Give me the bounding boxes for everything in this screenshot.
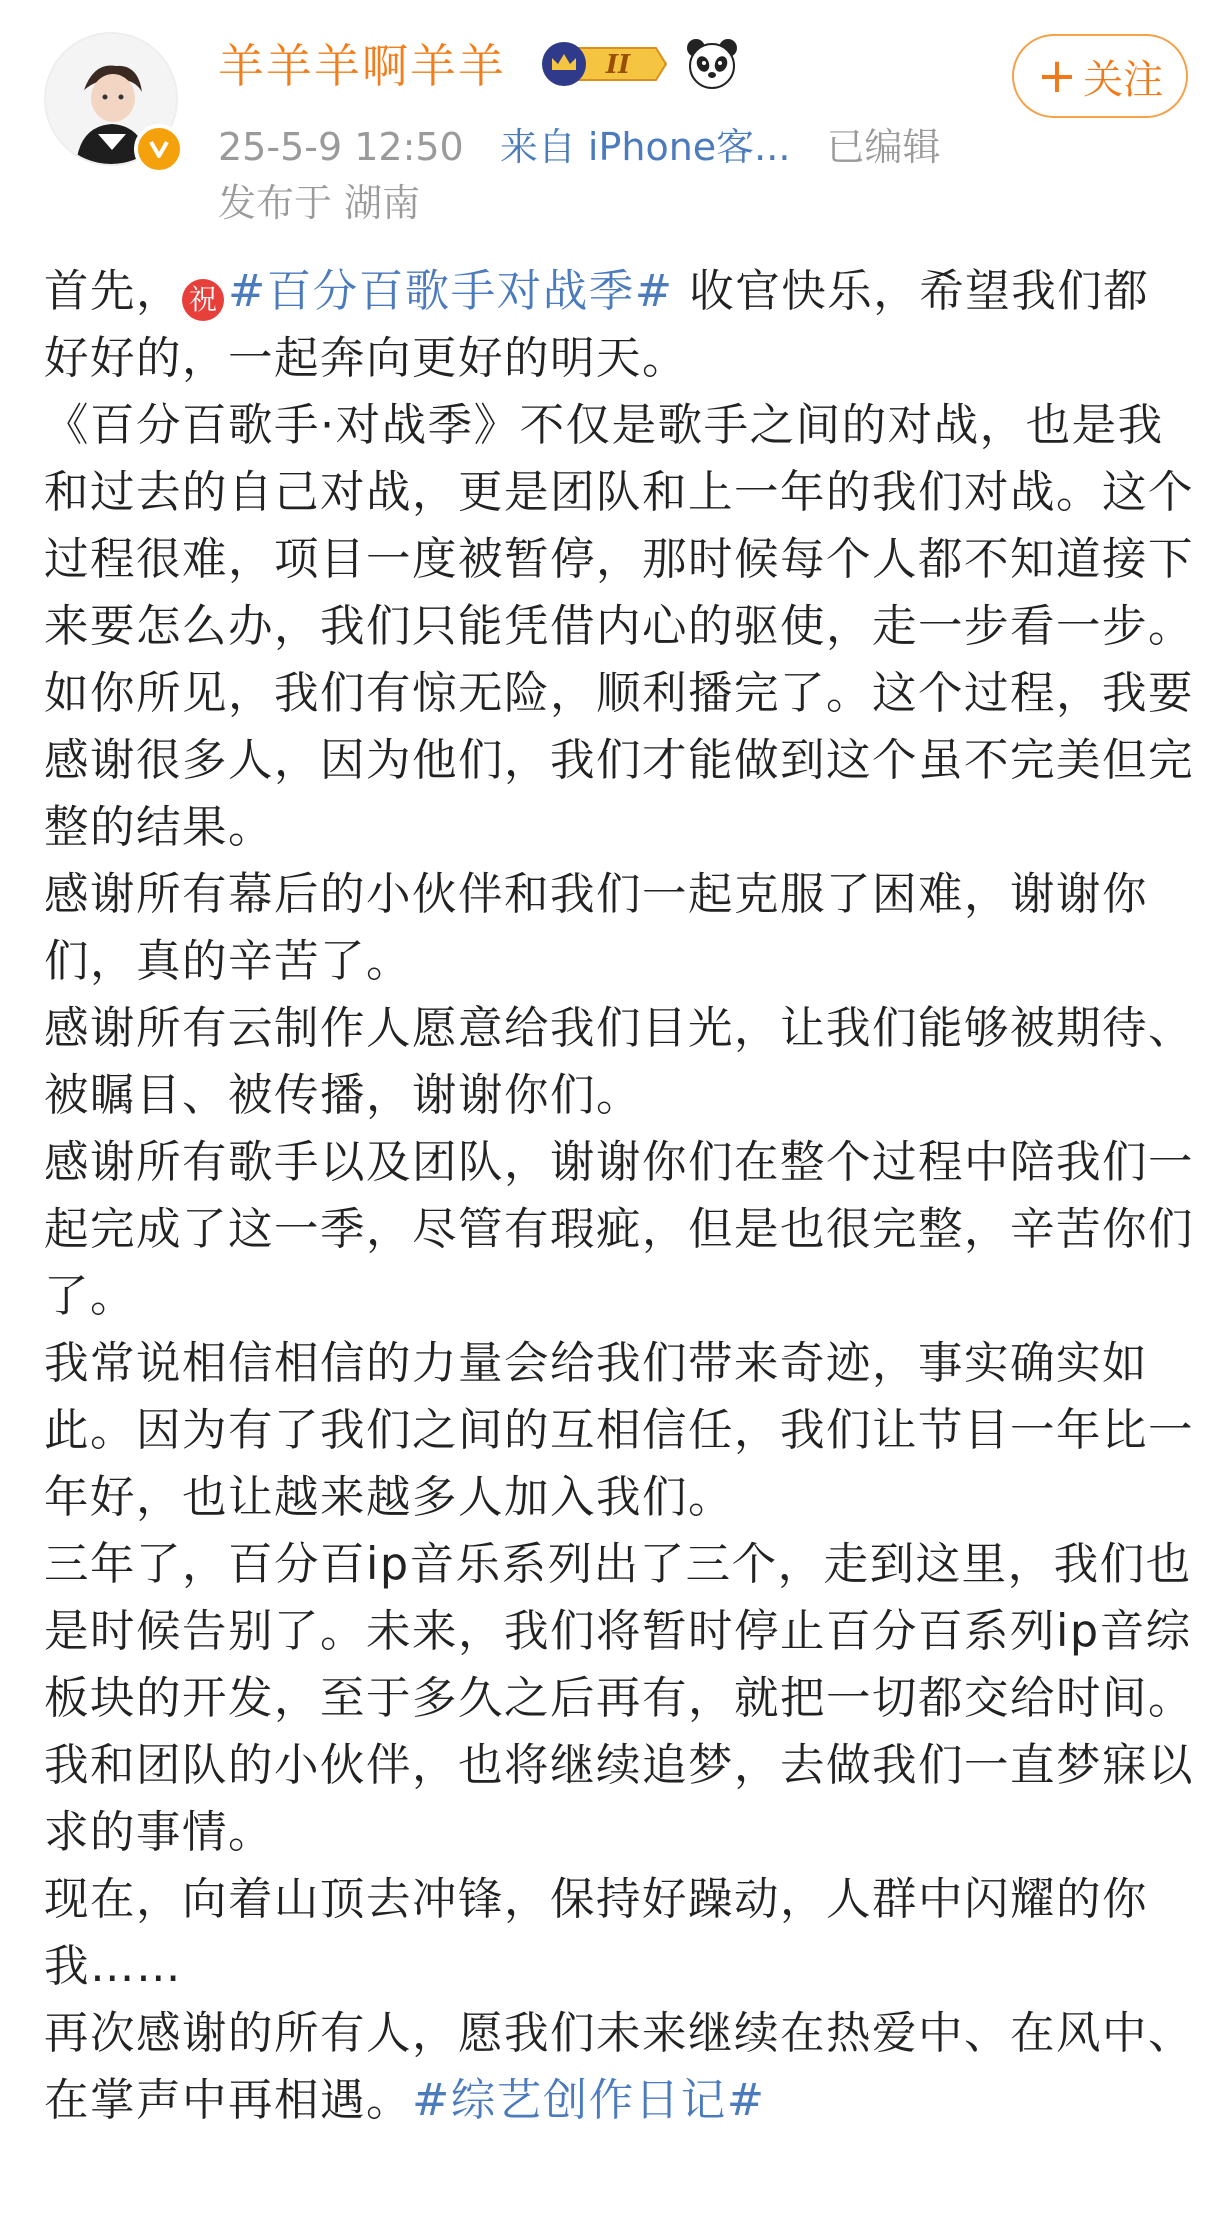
- post-header: [0, 0, 1228, 230]
- follow-button[interactable]: [1012, 34, 1188, 118]
- topic-tag[interactable]: #百分百歌手对战季#: [228, 266, 674, 317]
- paragraph: 感谢所有幕后的小伙伴和我们一起克服了困难，谢谢你们，真的辛苦了。: [44, 869, 1149, 987]
- topic-tag[interactable]: #综艺创作日记#: [412, 2075, 766, 2126]
- paragraph: [44, 258, 1194, 392]
- paragraph: [44, 2000, 1194, 2134]
- paragraph: 现在，向着山顶去冲锋，保持好躁动，人群中闪耀的你我……: [44, 1874, 1149, 1992]
- panda-icon: [684, 36, 740, 96]
- paragraph: 《百分百歌手·对战季》不仅是歌手之间的对战，也是我和过去的自己对战，更是团队和上一年的我们对战。这个过程很难，项目一度被暂停，那时候每个人都不知道接下来要怎么办，我们只能凭借内心的驱使，走一步看一步。如你所见，我们有惊无险，顺利播完了。这个过程，我要感谢很多人，因为他们，我们才能做到这个虽不完美但完整的结果。: [44, 400, 1195, 853]
- plus-icon: +: [1036, 48, 1078, 104]
- follow-label: 关注: [1083, 56, 1164, 103]
- post-meta: [218, 116, 965, 171]
- vip-level-badge-icon[interactable]: [538, 38, 668, 94]
- paragraph-text: 再次感谢的所有人，愿我们未来继续在热爱中、在风中、在掌声中再相遇。: [44, 2008, 1195, 2126]
- paragraph: 我常说相信相信的力量会给我们带来奇迹，事实确实如此。因为有了我们之间的互相信任，我们让节目一年比一年好，也让越来越多人加入我们。: [44, 1338, 1195, 1523]
- edited-label[interactable]: 已编辑: [826, 125, 941, 169]
- post-location: 发布于 湖南: [218, 181, 421, 225]
- paragraph: 三年了，百分百ip音乐系列出了三个，走到这里，我们也是时候告别了。未来，我们将暂时停止百分百系列ip音综板块的开发，至于多久之后再有，就把一切都交给时间。我和团队的小伙伴，也将继续追梦，去做我们一直梦寐以求的事情。: [44, 1539, 1195, 1858]
- post-body: [44, 258, 1194, 2134]
- author-name[interactable]: 羊羊羊啊羊羊: [218, 39, 506, 93]
- celebrate-emoji-icon: 祝: [182, 279, 224, 321]
- paragraph-text: 收官快乐，希望我们都好好的，一起奔向更好的明天。: [44, 266, 1150, 384]
- verified-badge-icon: [134, 124, 184, 174]
- paragraph-text: 首先，: [44, 266, 183, 317]
- post-date: 25-5-9 12:50: [218, 125, 464, 169]
- paragraph: 感谢所有云制作人愿意给我们目光，让我们能够被期待、被瞩目、被传播，谢谢你们。: [44, 1003, 1195, 1121]
- post-source[interactable]: 来自 iPhone客...: [499, 125, 791, 169]
- paragraph: 感谢所有歌手以及团队，谢谢你们在整个过程中陪我们一起完成了这一季，尽管有瑕疵，但是也很完整，辛苦你们了。: [44, 1137, 1195, 1322]
- svg-text:II: II: [605, 50, 631, 80]
